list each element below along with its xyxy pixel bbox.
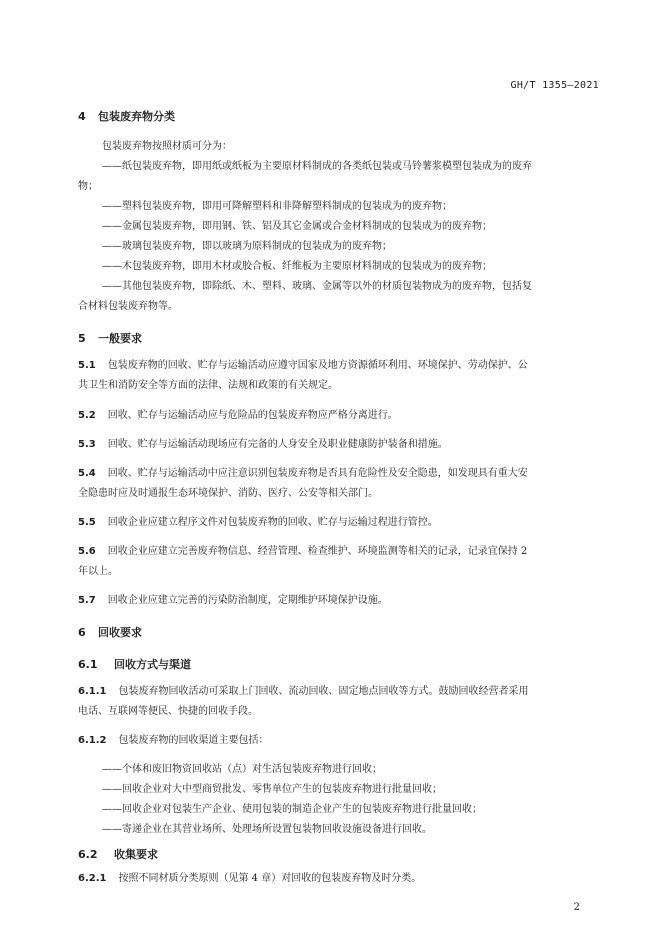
subsection-number: 6.2: [78, 848, 98, 861]
page-number: 2: [573, 902, 580, 913]
clause-5-6-cont: 年以上。: [78, 566, 118, 577]
list-item: ——塑料包装废弃物，即用可降解塑料和非降解塑料制成的包装成为的废弃物；: [102, 201, 452, 212]
clause-text: 回收、贮存与运输活动现场应有完备的人身安全及职业健康防护装备和措施。: [107, 439, 448, 450]
section-title: 一般要求: [98, 332, 142, 345]
clause-text: 回收、贮存与运输活动应与危险品的包装废弃物应严格分离进行。: [107, 410, 398, 421]
section-title: 回收要求: [98, 626, 142, 639]
clause-5-5: [78, 512, 588, 534]
clause-text: 包装废弃物的回收、贮存与运输活动应遵守国家及地方资源循环利用、环境保护、劳动保护、公: [107, 360, 528, 371]
list-item: ——玻璃包装废弃物，即以玻璃为原料制成的包装成为的废弃物；: [102, 241, 392, 252]
list-item: ——金属包装废弃物，即用钢、铁、铝及其它金属或合金材料制成的包装成为的废弃物；: [102, 221, 492, 232]
clause-6-2-1: [78, 868, 588, 890]
clause-5-7: [78, 590, 588, 612]
clause-number: 6.2.1: [78, 873, 107, 884]
document-code: GH/T 1355—2021: [510, 80, 599, 91]
list-item: ——纸包装废弃物，即用纸或纸板为主要原材料制成的各类纸包装或马铃薯浆模塑包装成为的废弃: [102, 161, 532, 172]
clause-number: 5.2: [78, 410, 96, 421]
clause-text: 回收企业应建立程序文件对包装废弃物的回收、贮存与运输过程进行管控。: [107, 517, 438, 528]
clause-6-1-2: [78, 730, 588, 752]
subsection-title: 回收方式与渠道: [114, 658, 191, 671]
clause-number: 5.3: [78, 439, 96, 450]
section-4-intro: 包装废弃物按照材质可分为：: [102, 141, 232, 152]
list-item: ——个体和废旧物资回收站（点）对生活包装废弃物进行回收；: [102, 764, 382, 775]
clause-text: 回收、贮存与运输活动中应注意识别包装废弃物是否具有危险性及安全隐患，如发现具有重大安: [107, 468, 528, 479]
subsection-number: 6.1: [78, 658, 98, 671]
clause-5-6: [78, 541, 588, 563]
section-5-heading: [78, 330, 142, 346]
list-item-cont: 物；: [78, 181, 98, 192]
section-number: 4: [78, 110, 86, 123]
section-title: 包装废弃物分类: [98, 110, 175, 123]
clause-number: 6.1.2: [78, 735, 107, 746]
clause-5-3: [78, 434, 588, 456]
clause-text: 回收企业应建立完善废弃物信息、经营管理、检查维护、环境监测等相关的记录，记录宜保持 2: [107, 546, 528, 557]
list-item: ——回收企业对包装生产企业、使用包装的制造企业产生的包装废弃物进行批量回收；: [102, 804, 482, 815]
subsection-title: 收集要求: [114, 848, 158, 861]
section-number: 6: [78, 626, 86, 639]
clause-5-4-cont: 全隐患时应及时通报生态环境保护、消防、医疗、公安等相关部门。: [78, 488, 378, 499]
clause-number: 5.6: [78, 546, 96, 557]
clause-6-1-1: [78, 681, 588, 703]
section-number: 5: [78, 332, 86, 345]
clause-number: 5.4: [78, 468, 96, 479]
clause-5-4: [78, 463, 588, 485]
clause-number: 5.7: [78, 595, 96, 606]
clause-text: 按照不同材质分类原则（见第 4 章）对回收的包装废弃物及时分类。: [118, 873, 422, 884]
section-4-heading: [78, 108, 175, 124]
list-item: ——木包装废弃物，即用木材或胶合板、纤维板为主要原材料制成的包装成为的废弃物；: [102, 261, 492, 272]
clause-5-2: [78, 405, 588, 427]
clause-number: 5.5: [78, 517, 96, 528]
list-item: ——回收企业对大中型商贸批发、零售单位产生的包装废弃物进行批量回收；: [102, 784, 442, 795]
clause-number: 6.1.1: [78, 686, 107, 697]
clause-6-1-1-cont: 电话、互联网等便民、快捷的回收手段。: [78, 706, 258, 717]
subsection-6-2-heading: [78, 846, 158, 862]
section-6-heading: [78, 624, 142, 640]
list-item-cont: 合材料包装废弃物等。: [78, 301, 178, 312]
clause-5-1-cont: 共卫生和消防安全等方面的法律、法规和政策的有关规定。: [78, 380, 338, 391]
list-item: ——其他包装废弃物，即除纸、木、塑料、玻璃、金属等以外的材质包装物成为的废弃物，包括复: [102, 281, 532, 292]
subsection-6-1-heading: [78, 656, 191, 672]
clause-number: 5.1: [78, 360, 96, 371]
clause-text: 包装废弃物的回收渠道主要包括：: [118, 735, 269, 746]
clause-text: 回收企业应建立完善的污染防治制度，定期维护环境保护设施。: [107, 595, 388, 606]
list-item: ——寄递企业在其营业场所、处理场所设置包装物回收设施设备进行回收。: [102, 824, 432, 835]
clause-text: 包装废弃物回收活动可采取上门回收、流动回收、固定地点回收等方式。鼓励回收经营者采用: [118, 686, 529, 697]
clause-5-1: [78, 355, 588, 377]
